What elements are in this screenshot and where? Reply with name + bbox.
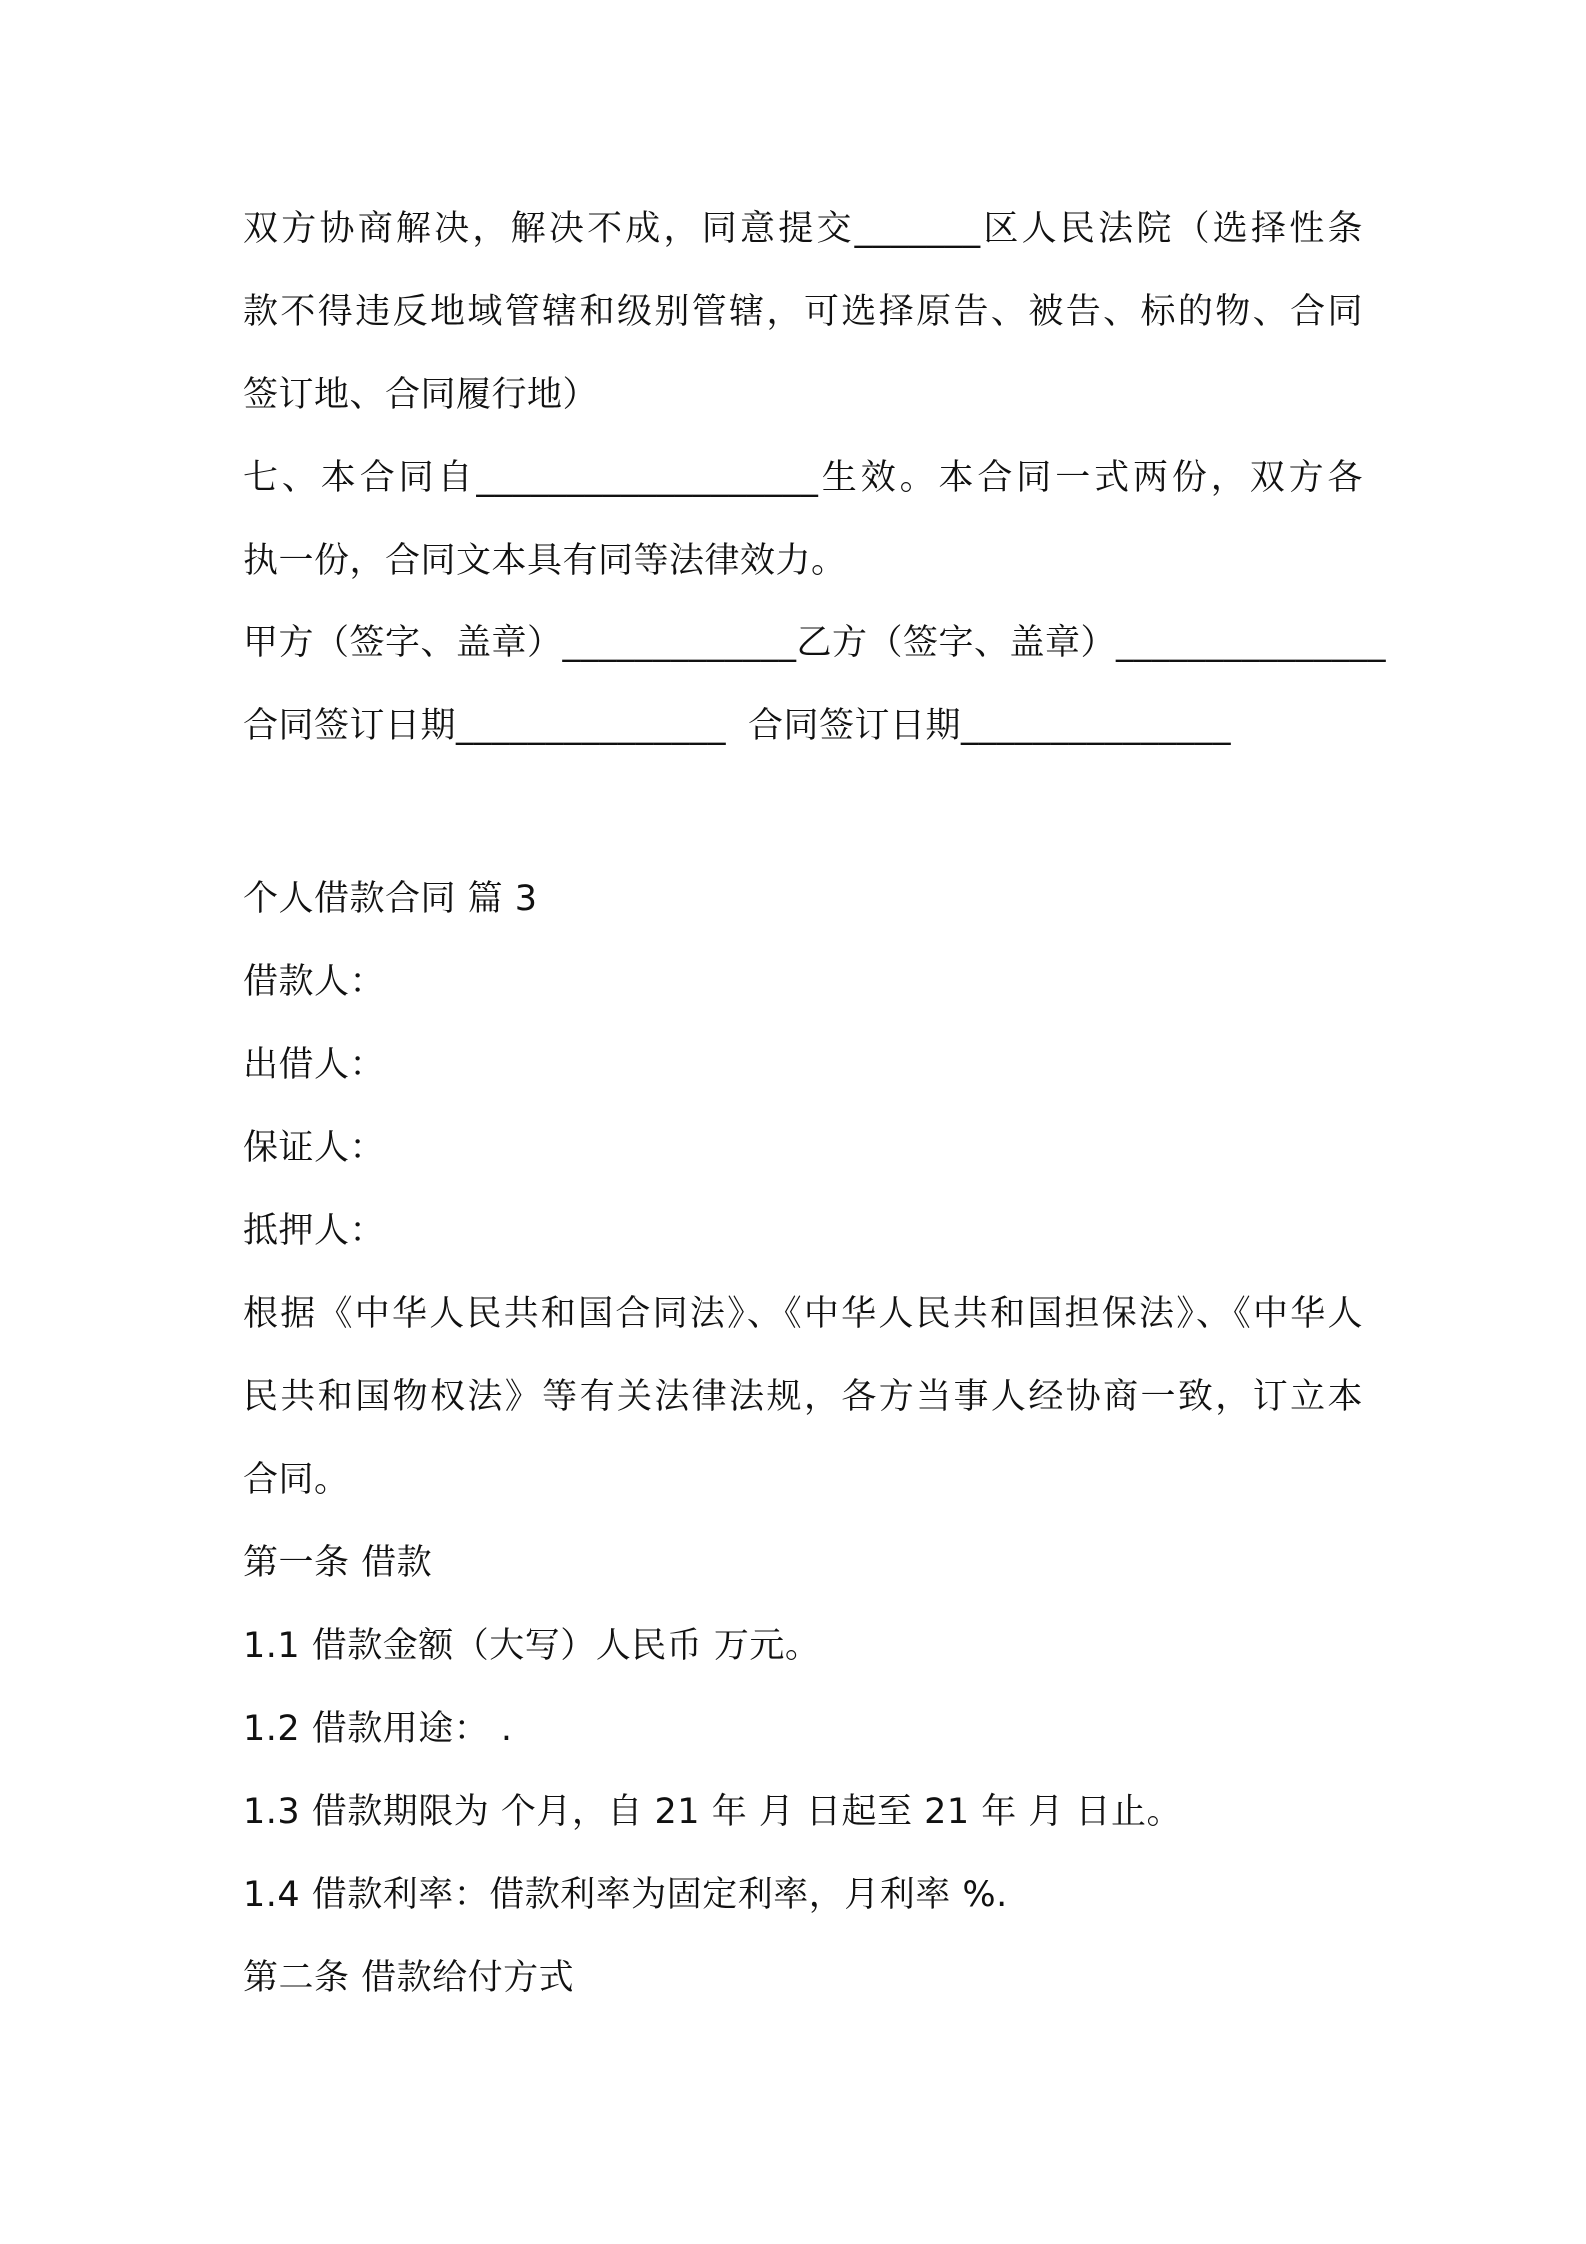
clause-line: 七、本合同自___________________生效。本合同一式两份，双方各 [243, 458, 1363, 498]
contract-articles [243, 1522, 1363, 2020]
party-guarantor: 保证人： [243, 1128, 386, 1168]
party-a-signing-date: 合同签订日期_______________ [243, 706, 727, 746]
clause-line: 签订地、合同履行地） [243, 375, 599, 415]
clause-line: 双方协商解决，解决不成，同意提交_______区人民法院（选择性条 [243, 209, 1363, 249]
article-2-heading: 第二条 借款给付方式 [243, 1958, 575, 1998]
signature-row [243, 602, 1387, 685]
preamble-line: 民共和国物权法》等有关法律法规，各方当事人经协商一致，订立本 [243, 1377, 1363, 1417]
article-1-heading: 第一条 借款 [243, 1543, 433, 1583]
dispute-and-effect-clause [243, 188, 1363, 603]
signing-date-row [243, 685, 1363, 768]
article-item: 1.1 借款金额（大写）人民币 万元。 [243, 1626, 821, 1666]
contract-header [243, 858, 1363, 1522]
party-b-signing-date: 合同签订日期_______________ [748, 706, 1232, 746]
preamble-line: 合同。 [243, 1460, 350, 1500]
contract-title: 个人借款合同 篇 3 [243, 879, 538, 919]
article-item: 1.4 借款利率：借款利率为固定利率，月利率 %. [243, 1875, 1008, 1915]
party-mortgagor: 抵押人： [243, 1211, 386, 1251]
signature-block [243, 602, 1387, 768]
article-item: 1.3 借款期限为 个月，自 21 年 月 日起至 21 年 月 日止。 [243, 1792, 1182, 1832]
clause-line: 款不得违反地域管辖和级别管辖，可选择原告、被告、标的物、合同 [243, 292, 1363, 332]
party-a-signature: 甲方（签字、盖章）_____________ [243, 623, 797, 663]
party-lender: 出借人： [243, 1045, 386, 1085]
clause-line: 执一份，合同文本具有同等法律效力。 [243, 541, 847, 581]
party-borrower: 借款人： [243, 962, 386, 1002]
article-item: 1.2 借款用途： . [243, 1709, 513, 1749]
party-b-signature: 乙方（签字、盖章）_______________ [796, 623, 1387, 663]
preamble-line: 根据《中华人民共和国合同法》、《中华人民共和国担保法》、《中华人 [243, 1294, 1363, 1334]
